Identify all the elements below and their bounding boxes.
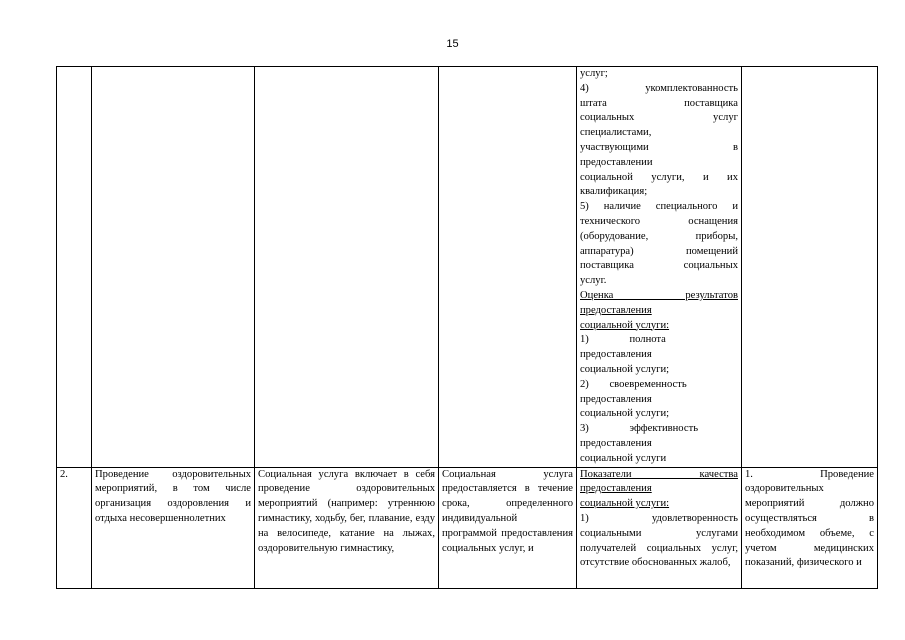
section-heading: Оценка результатов <box>580 289 738 301</box>
cell-service-name <box>92 467 255 588</box>
section-heading: Показатели качества <box>580 468 738 480</box>
section-heading: социальной услуги: <box>580 498 670 510</box>
text-line: 5) наличие специального и <box>580 201 738 213</box>
text-line: услуг; <box>580 68 608 79</box>
services-table <box>56 66 878 589</box>
text-line: квалификация; <box>580 186 648 198</box>
cell-quality-indicators <box>577 467 742 588</box>
section-heading: предоставления <box>580 304 652 316</box>
cell-number <box>57 67 92 468</box>
cell-service-name <box>92 67 255 468</box>
cell-number <box>57 467 92 588</box>
text-line: 2) своевременность <box>580 378 687 390</box>
text-line: 4) укомплектованность <box>580 82 738 94</box>
table-row <box>57 67 878 468</box>
text-line: предоставлении <box>580 156 653 168</box>
text-line: предоставления <box>580 437 652 449</box>
section-heading: предоставления <box>580 483 652 495</box>
text-line: услуг. <box>580 275 607 287</box>
cell-timing <box>439 67 577 468</box>
text-line: технического оснащения <box>580 215 738 227</box>
cell-quality-indicators <box>577 67 742 468</box>
text-line: специалистами, <box>580 127 652 139</box>
text-line: штата поставщика <box>580 97 738 109</box>
text-line: предоставления <box>580 393 652 405</box>
row-number: 2. <box>60 468 68 480</box>
service-description: Социальная услуга включает в себя проведение оздоровительных мероприятий (например: утреннюю гимнастику, ходьбу, бег, плавание, езду на велосипеде, катание на лыжах, оздоровительную гимнастику, <box>258 468 435 554</box>
text-line: 1) полнота <box>580 334 666 346</box>
section-heading: социальной услуги: <box>580 319 670 331</box>
service-conditions: 1. Проведение оздоровительных мероприятий должно осуществляться в необходимом объеме, с учетом медицинских показаний, физического и <box>745 468 874 569</box>
cell-conditions <box>742 467 878 588</box>
text-line: социальной услуги; <box>580 408 670 420</box>
text-line: участвующими в <box>580 141 738 153</box>
quality-text: 1) удовлетворенность социальными услугами получателей социальных услуг, отсутствие обоснованных жалоб, <box>580 512 738 569</box>
text-line: социальных услуг <box>580 112 738 124</box>
cell-conditions <box>742 67 878 468</box>
text-line: социальной услуги <box>580 452 667 464</box>
text-line: (оборудование, приборы, <box>580 230 738 242</box>
cell-timing <box>439 467 577 588</box>
text-line: 3) эффективность <box>580 423 699 435</box>
cell-description <box>255 67 439 468</box>
cell-description <box>255 467 439 588</box>
text-line: социальной услуги, и их <box>580 171 738 183</box>
page-number: 15 <box>446 38 459 50</box>
service-name: Проведение оздоровительных мероприятий, в том числе организация оздоровления и отдыха несовершеннолетних <box>95 468 251 524</box>
text-line: социальной услуги; <box>580 363 670 375</box>
text-line: предоставления <box>580 349 652 361</box>
service-timing: Социальная услуга предоставляется в течение срока, определенного индивидуальной программой предоставления социальных услуг, и <box>442 468 573 554</box>
text-line: поставщика социальных <box>580 260 738 272</box>
text-line: аппаратура) помещений <box>580 245 738 257</box>
table-row <box>57 467 878 588</box>
quality-lines <box>580 67 738 467</box>
